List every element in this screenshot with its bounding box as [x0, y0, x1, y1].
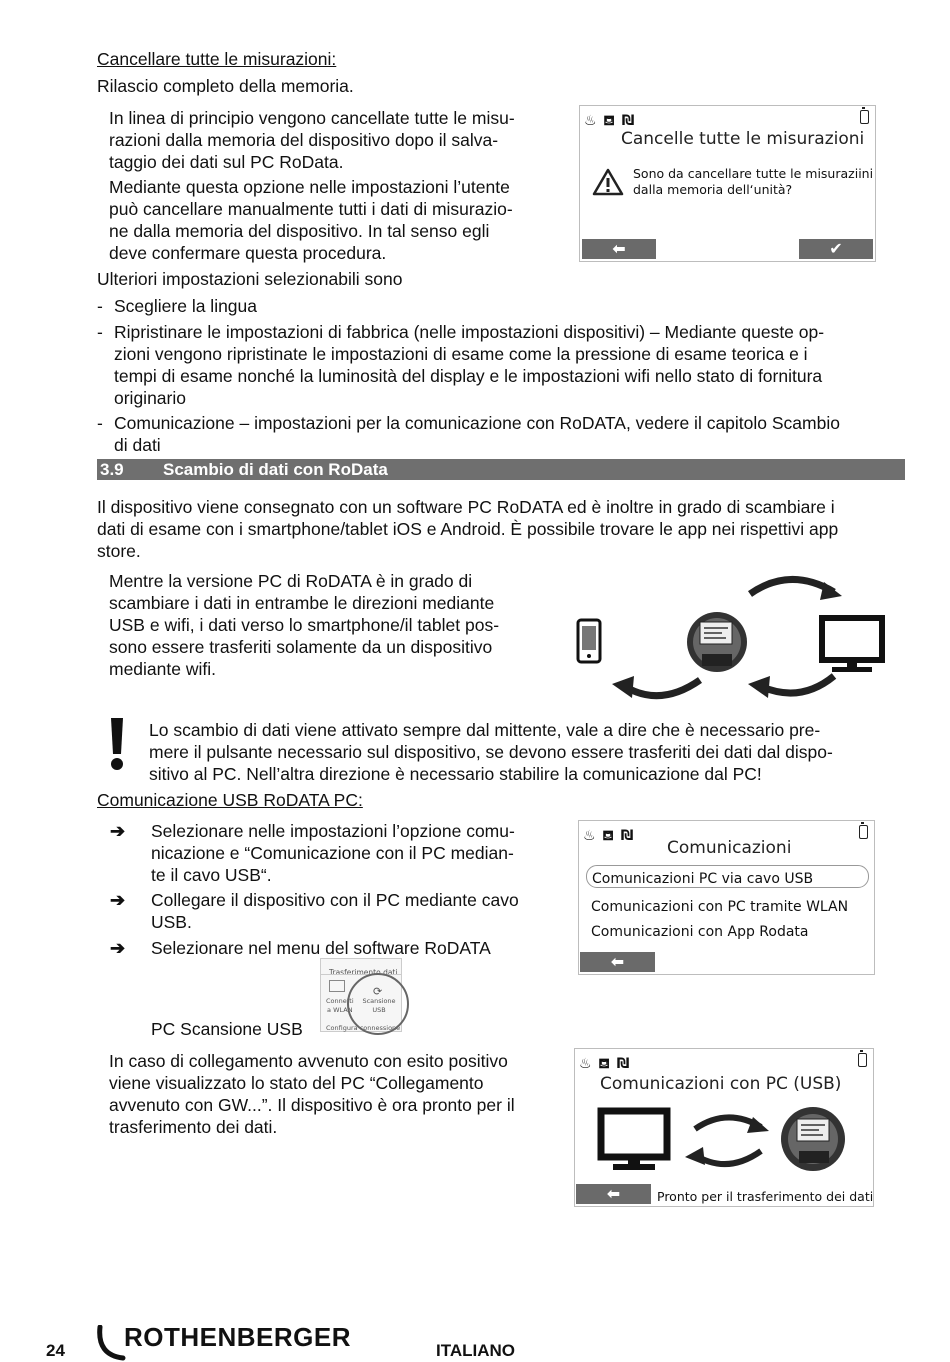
back-button[interactable]: ⬅ [580, 952, 655, 972]
status-icons: ♨ ⛾ ₪ [584, 113, 636, 129]
list-item [110, 820, 560, 886]
section-title: Scambio di dati con RoData [163, 460, 388, 479]
device-screen-delete [579, 105, 876, 262]
pc-device-transfer-illustration [595, 1105, 875, 1175]
list-item [97, 412, 907, 456]
wlan-option-line1: Connetti [326, 997, 354, 1005]
status-icons: ♨ ⛾ ₪ [583, 828, 635, 844]
section-heading-delete: Cancellare tutte le misurazioni: [97, 49, 337, 69]
paragraph-delete-principle: In linea di principio vengono cancellate tutte le misu- razioni dalla memoria del dispositivo dopo il salva- taggio dei dati sul PC RoData. [109, 108, 515, 172]
list-item-text: Comunicazione – impostazioni per la comunicazione con RoDATA, vedere il capitolo Scambio di dati [114, 413, 840, 455]
screen-title: Comunicazioni con PC (USB) [600, 1074, 842, 1094]
back-button[interactable]: ⬅ [576, 1184, 651, 1204]
step-text-tail: PC Scansione USB [151, 1019, 303, 1039]
step-text: Selezionare nel menu del software RoDATA [151, 938, 491, 958]
exclamation-icon [106, 716, 128, 772]
arrow-right-icon: ➔ [110, 890, 126, 910]
paragraph-exchange-intro: Il dispositivo viene consegnato con un software PC RoDATA ed è inoltre in grado di scambiare i dati di esame con i smartphone/tablet iOS e Android. È possibile trovare le app nei rispettivi app store. [97, 497, 839, 561]
language-label: ITALIANO [436, 1341, 516, 1360]
menu-item-app[interactable]: Comunicazioni con App Rodata [591, 924, 809, 940]
arrow-right-icon: ➔ [110, 821, 126, 841]
status-text: Pronto per il trasferimento dei dati [657, 1189, 874, 1204]
bullet-dash: - [97, 296, 103, 316]
list-item [97, 295, 907, 317]
brand-name: ROTHENBERGER [124, 1322, 352, 1352]
dialog-header: Trasferimento dati [329, 968, 398, 977]
step-text: Collegare il dispositivo con il PC mediante cavo USB. [151, 890, 519, 932]
confirm-button[interactable]: ✔ [799, 239, 873, 259]
section-subheading: Rilascio completo della memoria. [97, 76, 354, 96]
battery-icon [858, 1053, 867, 1067]
warning-icon [592, 168, 624, 196]
list-item-text: Ripristinare le impostazioni di fabbrica (nelle impostazioni dispositivi) – Mediante queste op- zioni vengono ripristinate le impostazioni di esame come la pressione di esame teorica e i tempi di esame nonché la luminosità del display e le impostazioni wifi nello stato di fornitura originario [114, 322, 825, 408]
usb-heading: Comunicazione USB RoDATA PC: [97, 790, 363, 810]
refresh-icon: ⟳ [373, 985, 383, 998]
step-text: Selezionare nelle impostazioni l’opzione comu- nicazione e “Comunicazione con il PC median- te il cavo USB“. [151, 821, 515, 885]
paragraph-delete-manual: Mediante questa opzione nelle impostazioni l’utente può cancellare manualmente tutti i dati di misurazio- ne dalla memoria del dispositivo. In tal senso egli deve confermare questa procedura. [109, 177, 513, 263]
monitor-icon [822, 618, 882, 672]
device-screen-pc-usb [574, 1048, 874, 1207]
arrow-right-icon: ➔ [110, 938, 126, 958]
brand-swoosh-icon [97, 1325, 127, 1361]
section-number: 3.9 [100, 460, 124, 479]
paragraph-usb-result: In caso di collegamento avvenuto con esito positivo viene visualizzato lo stato del PC “Collegamento avvenuto con GW...”. Il dispositivo è ora pronto per il trasferimento dei dati. [109, 1051, 515, 1137]
section-bar [97, 459, 905, 480]
status-icons: ♨ ⛾ ₪ [579, 1056, 631, 1072]
list-item [110, 937, 560, 959]
paragraph-further-settings: Ulteriori impostazioni selezionabili sono [97, 269, 403, 289]
list-item [97, 321, 907, 409]
device-screen-communications [578, 820, 875, 975]
monitor-icon [601, 1111, 667, 1170]
page-number: 24 [46, 1341, 65, 1360]
configure-connection-link[interactable]: Configura connessione [326, 1024, 401, 1032]
battery-icon [860, 110, 869, 124]
data-exchange-illustration [572, 568, 892, 706]
list-item-text: Scegliere la lingua [114, 296, 258, 316]
bullet-dash: - [97, 322, 103, 342]
laptop-icon [329, 980, 345, 992]
list-item [110, 889, 560, 933]
device-icon [687, 612, 747, 672]
menu-item-wlan[interactable]: Comunicazioni con PC tramite WLAN [591, 899, 849, 915]
screen-title: Comunicazioni [667, 838, 792, 858]
software-transfer-dialog [320, 958, 402, 1032]
battery-icon [859, 825, 868, 839]
paragraph-exchange-directions: Mentre la versione PC di RoDATA è in grado di scambiare i dati in entrambe le direzioni mediante USB e wifi, i dati verso lo smartphone/il tablet pos- sono essere trasferiti solamente da un dispositivo mediante wifi. [109, 571, 500, 679]
smartphone-icon [578, 620, 600, 662]
usb-scan-line1: Scansione [362, 997, 396, 1005]
warning-text: Sono da cancellare tutte le misuraziini dalla memoria dell‘unità? [633, 166, 874, 197]
bullet-dash: - [97, 413, 103, 433]
back-button[interactable]: ⬅ [582, 239, 656, 259]
highlight-circle [347, 973, 409, 1035]
usb-scan-line2: USB [372, 1006, 386, 1014]
screen-title: Cancelle tutte le misurazioni [621, 129, 865, 149]
notice-text: Lo scambio di dati viene attivato sempre dal mittente, vale a dire che è necessario pre- mere il pulsante necessario sul dispositivo, se devono essere trasferiti dei dati dal dispo- sitivo al PC. Nell’altra direzione è necessario stabilire la comunicazione dal PC! [149, 720, 833, 784]
menu-item-usb[interactable]: Comunicazioni PC via cavo USB [592, 871, 814, 887]
wlan-option-line2: a WLAN [327, 1006, 353, 1014]
device-icon [781, 1107, 845, 1171]
